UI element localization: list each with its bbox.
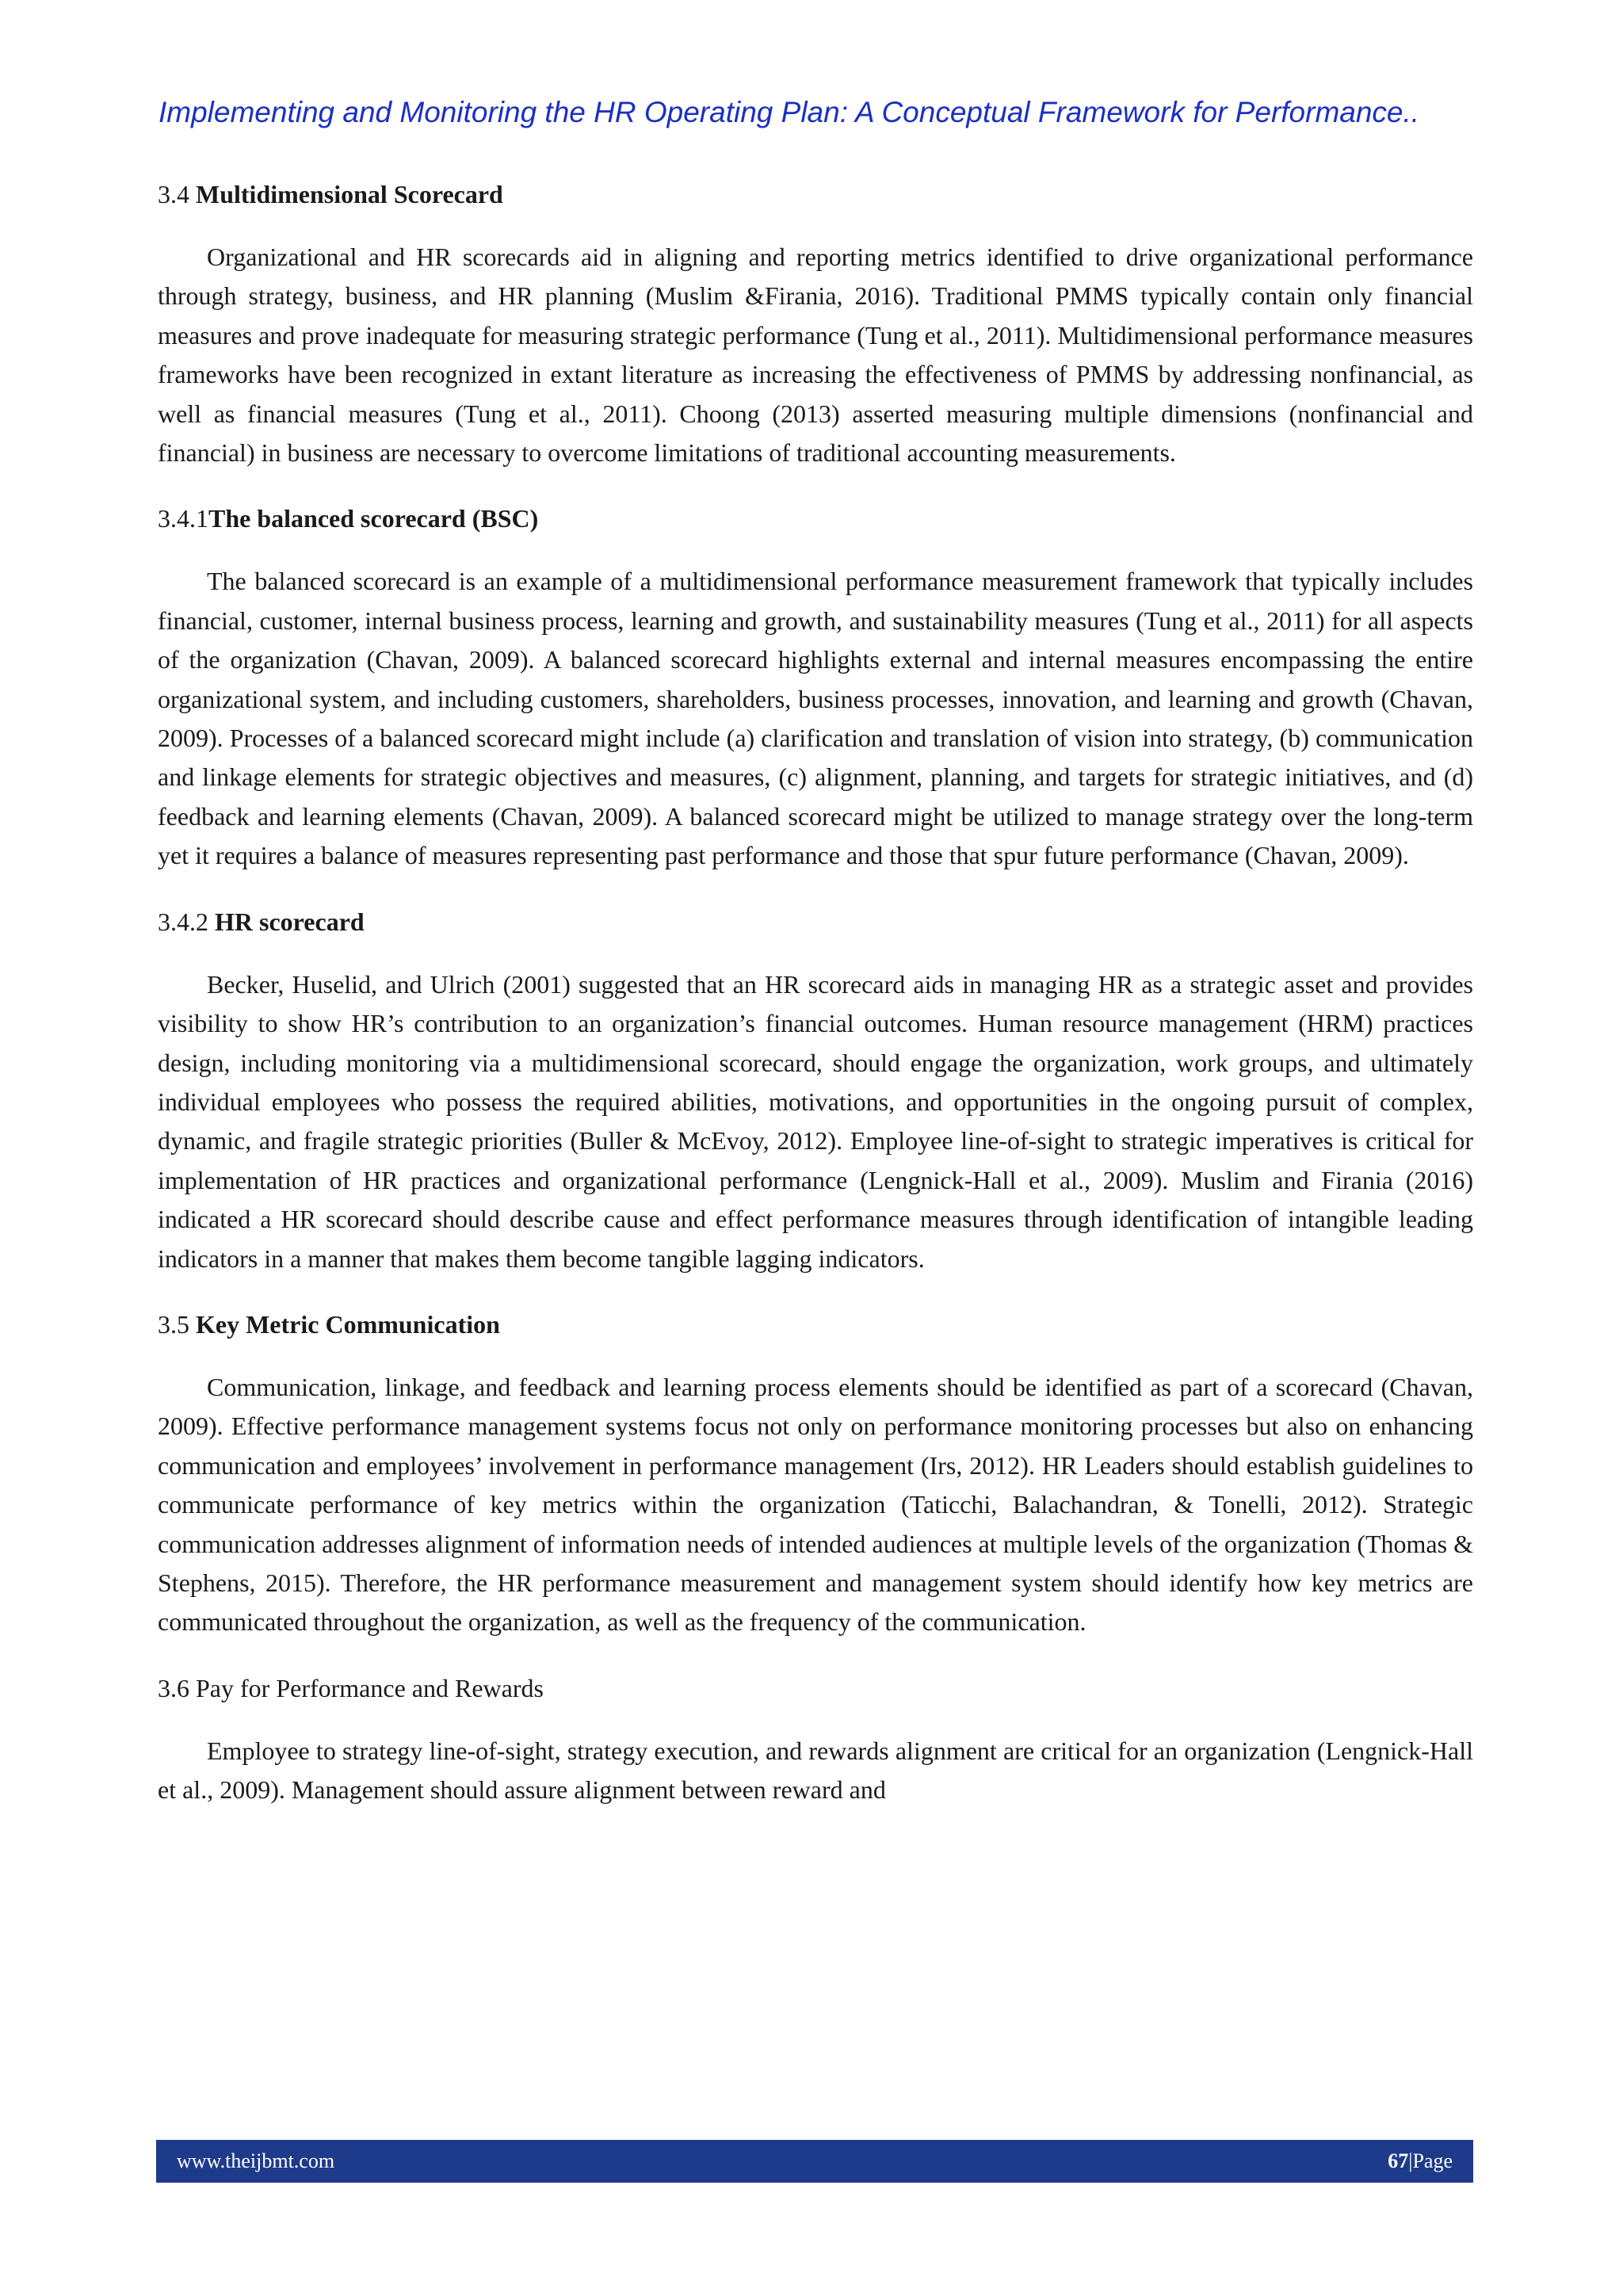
article-body — [158, 178, 1473, 1810]
section-paragraph: Communication, linkage, and feedback and learning process elements should be identified as part of a scorecard (Chavan, 2009). Effective performance management systems focus not only on performance monitoring processes but also on enhancing communication and employees’ involvement in performance management (Irs, 2012). HR Leaders should establish guidelines to communicate performance of key metrics within the organization (Taticchi, Balachandran, & Tonelli, 2012). Strategic communication addresses alignment of information needs of intended audiences at multiple levels of the organization (Thomas & Stephens, 2015). Therefore, the HR performance measurement and management system should identify how key metrics are communicated throughout the organization, as well as the frequency of the communication. — [158, 1372, 1473, 1637]
running-header: Implementing and Monitoring the HR Operating Plan: A Conceptual Framework for Performance.. — [158, 96, 1420, 128]
journal-url[interactable]: www.theijbmt.com — [177, 2149, 335, 2172]
section-number: 3.5 — [158, 1309, 189, 1339]
page-number-value: 67 — [1388, 2149, 1409, 2172]
section-paragraph: Employee to strategy line-of-sight, strategy execution, and rewards alignment are critical for an organization (Lengnick-Hall et al., 2009). Management should assure alignment between reward and — [158, 1736, 1473, 1805]
section-paragraph: The balanced scorecard is an example of a multidimensional performance measurement framework that typically includes financial, customer, internal business process, learning and growth, and sustainability measures (Tung et al., 2011) for all aspects of the organization (Chavan, 2009). A balanced scorecard highlights external and internal measures encompassing the entire organizational system, and including customers, shareholders, business processes, innovation, and learning and growth (Chavan, 2009). Processes of a balanced scorecard might include (a) clarification and translation of vision into strategy, (b) communication and linkage elements for strategic objectives and measures, (c) alignment, planning, and targets for strategic initiatives, and (d) feedback and learning elements (Chavan, 2009). A balanced scorecard might be utilized to manage strategy over the long-term yet it requires a balance of measures representing past performance and those that spur future performance (Chavan, 2009). — [158, 567, 1473, 870]
section-number: 3.6 — [158, 1673, 189, 1702]
section-heading-3-4 — [158, 178, 1473, 211]
section-title: Pay for Performance and Rewards — [196, 1673, 544, 1702]
section-title: HR scorecard — [215, 907, 365, 936]
section-heading-3-4-1 — [158, 502, 1473, 535]
section-number: 3.4.1 — [158, 504, 208, 533]
section-paragraph: Organizational and HR scorecards aid in aligning and reporting metrics identified to drive organizational performance through strategy, business, and HR planning (Muslim &Firania, 2016). Traditional PMMS typically contain only financial measures and prove inadequate for measuring strategic performance (Tung et al., 2011). Multidimensional performance measures frameworks have been recognized in extant literature as increasing the effectiveness of PMMS by addressing nonfinancial, as well as financial measures (Tung et al., 2011). Choong (2013) asserted measuring multiple dimensions (nonfinancial and financial) in business are necessary to overcome limitations of traditional accounting measurements. — [158, 243, 1473, 468]
section-heading-3-6 — [158, 1671, 1473, 1705]
section-title: Key Metric Communication — [196, 1309, 500, 1339]
section-number: 3.4 — [158, 180, 189, 208]
page-label: |Page — [1408, 2149, 1453, 2172]
section-heading-3-4-2 — [158, 905, 1473, 938]
section-heading-3-5 — [158, 1308, 1473, 1341]
page-number — [1388, 2149, 1453, 2173]
section-number: 3.4.2 — [158, 907, 208, 936]
section-paragraph: Becker, Huselid, and Ulrich (2001) suggested that an HR scorecard aids in managing HR as a strategic asset and provides visibility to show HR’s contribution to an organization’s financial outcomes. Human resource management (HRM) practices design, including monitoring via a multidimensional scorecard, should engage the organization, work groups, and ultimately individual employees who possess the required abilities, motivations, and opportunities in the ongoing pursuit of complex, dynamic, and fragile strategic priorities (Buller & McEvoy, 2012). Employee line-of-sight to strategic imperatives is critical for implementation of HR practices and organizational performance (Lengnick-Hall et al., 2009). Muslim and Firania (2016) indicated a HR scorecard should describe cause and effect performance measures through identification of intangible leading indicators in a manner that makes them become tangible lagging indicators. — [158, 969, 1473, 1273]
section-title: The balanced scorecard (BSC) — [208, 504, 539, 533]
page-footer — [156, 2140, 1473, 2183]
section-title: Multidimensional Scorecard — [196, 180, 503, 208]
